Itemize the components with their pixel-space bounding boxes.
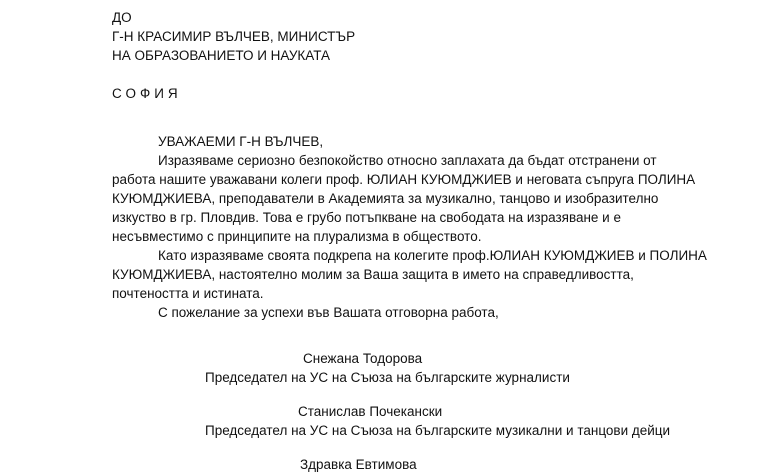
signatory-title: Председател на УС на Съюза на българските музикални и танцови дейци [205,423,671,438]
signatory-name: Снежана Тодорова [303,351,423,366]
letter-body-line: Като изразяваме своята подкрепа на колегите проф.ЮЛИАН КУЮМДЖИЕВ и ПОЛИНА [158,248,707,263]
signatory-title: Председател на УС на Съюза на българските журналисти [205,370,570,385]
recipient-line-1: ДО [112,10,132,25]
letter-body-line: работа нашите уважавани колеги проф. ЮЛИАН КУЮМДЖИЕВ и неговата съпруга ПОЛИНА [112,172,696,187]
letter-salutation: УВАЖАЕМИ Г-Н ВЪЛЧЕВ, [158,134,324,149]
letter-body-line: Изразяваме сериозно безпокойство относно заплахата да бъдат отстранени от [158,153,657,168]
recipient-line-2: Г-Н КРАСИМИР ВЪЛЧЕВ, МИНИСТЪР [112,29,356,44]
signatory-name: Станислав Почекански [298,404,443,419]
letter-body-line: КУЮМДЖИЕВА, настоятелно молим за Ваша защита в името на справедливостта, [112,267,634,282]
letter-body-line: почтеността и истината. [112,286,264,301]
recipient-city: СОФИЯ [112,86,182,101]
recipient-line-3: НА ОБРАЗОВАНИЕТО И НАУКАТА [112,48,331,63]
letter-body-line: несъвместимо с принципите на плурализма в обществото. [112,229,482,244]
letter-body-line: КУЮМДЖИЕВА, преподаватели в Академията за музикално, танцово и изобразително [112,191,659,206]
letter-body-line: изкуство в гр. Пловдив. Това е грубо потъпкване на свободата на изразяване и е [112,210,621,225]
letter-closing: С пожелание за успехи във Вашата отговорна работа, [158,305,499,320]
signatory-name: Здравка Евтимова [300,457,417,472]
